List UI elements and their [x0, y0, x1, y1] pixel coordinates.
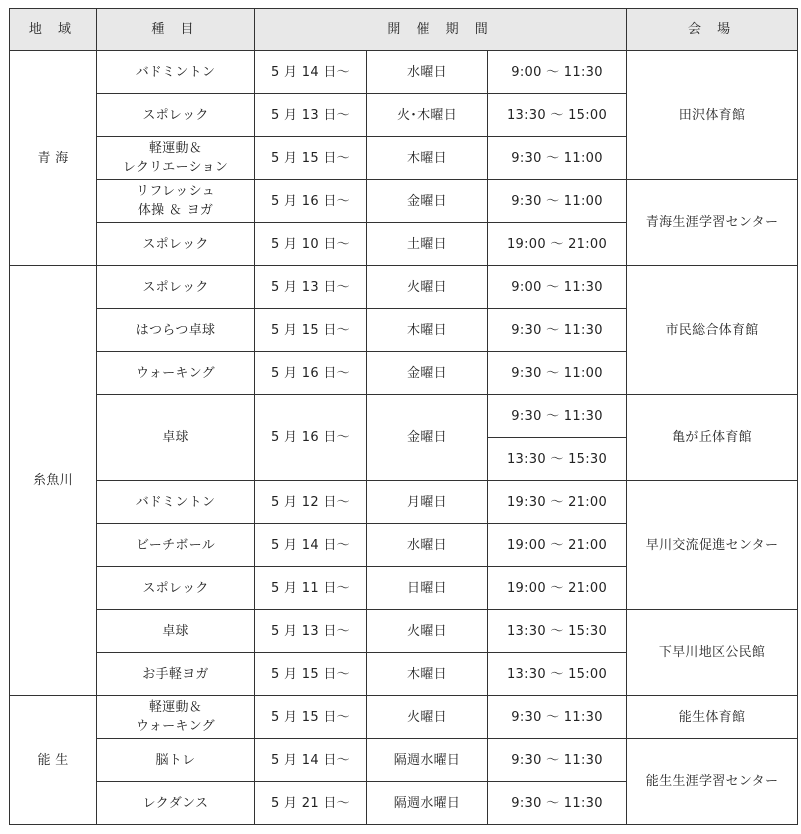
- venue-cell: 能生体育館: [627, 696, 798, 739]
- table-row: [10, 481, 798, 524]
- venue-cell: 能生生涯学習センター: [627, 739, 798, 825]
- date-cell: 5 月 16 日～: [255, 395, 367, 481]
- table-row: [10, 180, 798, 223]
- day-cell: 日曜日: [367, 567, 488, 610]
- day-cell: 火曜日: [367, 610, 488, 653]
- event-cell: バドミントン: [97, 481, 255, 524]
- date-cell: 5 月 16 日～: [255, 180, 367, 223]
- venue-cell: 青海生涯学習センター: [627, 180, 798, 266]
- day-cell: 火曜日: [367, 266, 488, 309]
- time-cell: 9:30 ～ 11:30: [488, 782, 627, 825]
- day-cell: 土曜日: [367, 223, 488, 266]
- time-cell: 13:30 ～ 15:00: [488, 94, 627, 137]
- time-cell: 13:30 ～ 15:00: [488, 653, 627, 696]
- venue-cell: 下早川地区公民館: [627, 610, 798, 696]
- event-cell: リフレッシュ 体操 ＆ ヨガ: [97, 180, 255, 223]
- day-cell: 木曜日: [367, 137, 488, 180]
- day-cell: 隔週水曜日: [367, 782, 488, 825]
- event-cell: レクダンス: [97, 782, 255, 825]
- time-cell: 19:00 ～ 21:00: [488, 567, 627, 610]
- date-cell: 5 月 15 日～: [255, 696, 367, 739]
- event-cell: 軽運動＆ レクリエーション: [97, 137, 255, 180]
- date-cell: 5 月 13 日～: [255, 610, 367, 653]
- event-cell: バドミントン: [97, 51, 255, 94]
- date-cell: 5 月 10 日～: [255, 223, 367, 266]
- time-cell: 19:00 ～ 21:00: [488, 223, 627, 266]
- date-cell: 5 月 13 日～: [255, 266, 367, 309]
- table-row: [10, 266, 798, 309]
- date-cell: 5 月 15 日～: [255, 309, 367, 352]
- time-cell: 9:30 ～ 11:30: [488, 309, 627, 352]
- time-cell: 9:00 ～ 11:30: [488, 51, 627, 94]
- header-row: [10, 9, 798, 51]
- event-cell: 卓球: [97, 395, 255, 481]
- event-cell: スポレック: [97, 567, 255, 610]
- event-cell: ウォーキング: [97, 352, 255, 395]
- time-cell: 9:30 ～ 11:30: [488, 696, 627, 739]
- date-cell: 5 月 12 日～: [255, 481, 367, 524]
- day-cell: 金曜日: [367, 180, 488, 223]
- event-cell: 卓球: [97, 610, 255, 653]
- table-row: [10, 696, 798, 739]
- day-cell: 水曜日: [367, 51, 488, 94]
- event-cell: ビーチボール: [97, 524, 255, 567]
- time-cell: 13:30 ～ 15:30: [488, 610, 627, 653]
- event-cell: 軽運動＆ ウォーキング: [97, 696, 255, 739]
- date-cell: 5 月 21 日～: [255, 782, 367, 825]
- date-cell: 5 月 13 日～: [255, 94, 367, 137]
- table-row: [10, 51, 798, 94]
- table-row: [10, 395, 798, 438]
- day-cell: 木曜日: [367, 653, 488, 696]
- table-row: [10, 739, 798, 782]
- time-cell: 9:30 ～ 11:00: [488, 137, 627, 180]
- schedule-table: [9, 8, 798, 825]
- region-cell: 青 海: [10, 51, 97, 266]
- time-cell: 9:30 ～ 11:00: [488, 180, 627, 223]
- header-period: 開 催 期 間: [255, 9, 627, 51]
- venue-cell: 早川交流促進センター: [627, 481, 798, 610]
- event-cell: 脳トレ: [97, 739, 255, 782]
- event-cell: お手軽ヨガ: [97, 653, 255, 696]
- date-cell: 5 月 15 日～: [255, 137, 367, 180]
- event-cell: スポレック: [97, 223, 255, 266]
- event-cell: スポレック: [97, 94, 255, 137]
- date-cell: 5 月 14 日～: [255, 524, 367, 567]
- venue-cell: 田沢体育館: [627, 51, 798, 180]
- time-cell: 9:30 ～ 11:30: [488, 739, 627, 782]
- time-cell: 9:00 ～ 11:30: [488, 266, 627, 309]
- time-cell: 9:30 ～ 11:30: [488, 395, 627, 438]
- date-cell: 5 月 14 日～: [255, 739, 367, 782]
- header-category: 種 目: [97, 9, 255, 51]
- day-cell: 隔週水曜日: [367, 739, 488, 782]
- day-cell: 金曜日: [367, 352, 488, 395]
- header-venue: 会 場: [627, 9, 798, 51]
- date-cell: 5 月 15 日～: [255, 653, 367, 696]
- day-cell: 月曜日: [367, 481, 488, 524]
- day-cell: 火･木曜日: [367, 94, 488, 137]
- time-cell: 9:30 ～ 11:00: [488, 352, 627, 395]
- day-cell: 火曜日: [367, 696, 488, 739]
- venue-cell: 市民総合体育館: [627, 266, 798, 395]
- time-cell: 19:30 ～ 21:00: [488, 481, 627, 524]
- date-cell: 5 月 11 日～: [255, 567, 367, 610]
- event-cell: スポレック: [97, 266, 255, 309]
- date-cell: 5 月 14 日～: [255, 51, 367, 94]
- header-region: 地 域: [10, 9, 97, 51]
- day-cell: 金曜日: [367, 395, 488, 481]
- time-cell: 19:00 ～ 21:00: [488, 524, 627, 567]
- region-cell: 能 生: [10, 696, 97, 825]
- event-cell: はつらつ卓球: [97, 309, 255, 352]
- region-cell: 糸魚川: [10, 266, 97, 696]
- day-cell: 水曜日: [367, 524, 488, 567]
- date-cell: 5 月 16 日～: [255, 352, 367, 395]
- time-cell: 13:30 ～ 15:30: [488, 438, 627, 481]
- day-cell: 木曜日: [367, 309, 488, 352]
- table-row: [10, 610, 798, 653]
- venue-cell: 亀が丘体育館: [627, 395, 798, 481]
